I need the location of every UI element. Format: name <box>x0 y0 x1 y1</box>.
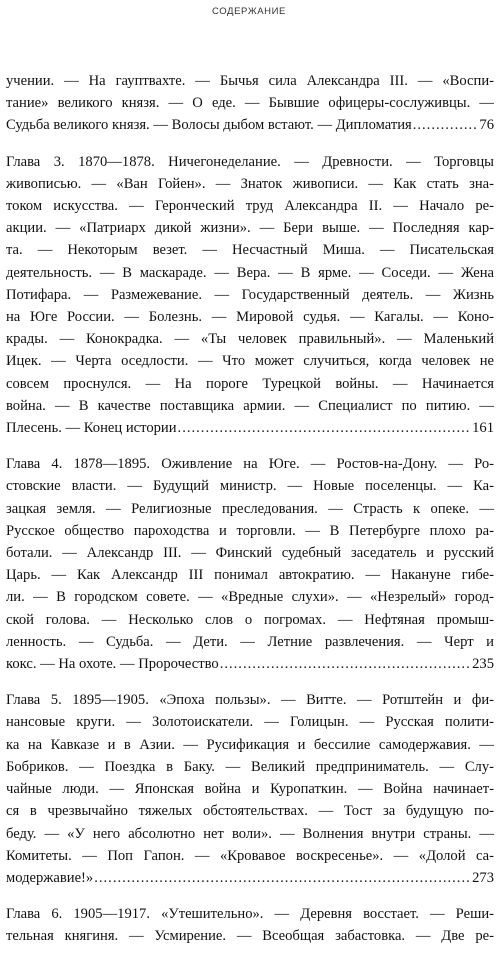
toc-content <box>6 70 494 962</box>
toc-line: Плесень. — Конец истории <box>6 420 177 437</box>
toc-line: Бобриков. — Поездка в Баку. — Великий предприниматель. — Слу- <box>6 758 494 775</box>
toc-entry-chapter-5 <box>6 689 494 889</box>
toc-line: Глава 4. 1878—1895. Оживление на Юге. — Ростов-на-Дону. — Ро- <box>6 456 494 473</box>
toc-line: деятельность. — В маскараде. — Вера. — В ярме. — Соседи. — Жена <box>6 264 494 281</box>
toc-line: зацкая земля. — Религиозные преследования. — Страсть к опеке. — <box>6 500 494 517</box>
toc-line: модержавие!» <box>6 869 94 886</box>
page-number: 273 <box>472 869 494 886</box>
toc-line: ской голова. — Несколько слов о погромах. — Нефтяная промыш- <box>6 611 494 628</box>
leader-dots <box>413 114 479 136</box>
toc-line: ленность. — Судьба. — Дети. — Летние развлечения. — Черт и <box>6 633 494 650</box>
toc-line: ботали. — Александр III. — Финский судебный заседатель и русский <box>6 545 494 562</box>
toc-entry <box>6 70 494 137</box>
toc-entry-chapter-6 <box>6 903 494 947</box>
toc-entry-chapter-4 <box>6 453 494 675</box>
toc-line: Потифара. — Размежевание. — Государственный деятель. — Жизнь <box>6 286 494 303</box>
toc-line: ли. — В городском совете. — «Вредные слухи». — «Незрелый» город- <box>6 589 494 606</box>
toc-line: чайные люди. — Японская война и Куропаткин. — Война начинает- <box>6 781 494 798</box>
page-number: 235 <box>472 656 494 673</box>
toc-line: на Юге России. — Болезнь. — Мировой судья. — Кагалы. — Коно- <box>6 309 494 326</box>
leader-dots <box>220 653 471 675</box>
toc-line: Русское общество пароходства и торговли. — В Петербурге плохо ра- <box>6 522 494 539</box>
toc-line: тельная княгиня. — Усмирение. — Всеобщая забастовка. — Две ре- <box>6 928 494 945</box>
toc-line: стовские власти. — Будущий министр. — Новые поселенцы. — Ка- <box>6 478 494 495</box>
page-number: 76 <box>479 117 494 134</box>
toc-line: нансовые круги. — Золотоискатели. — Голицын. — Русская полити- <box>6 714 494 731</box>
page-number: 161 <box>472 420 494 437</box>
toc-final-line[interactable] <box>6 114 494 136</box>
toc-line: Царь. — Как Александр III понимал автократию. — Накануне гибе- <box>6 567 494 584</box>
toc-line: учении. — На гауптвахте. — Бычья сила Александра III. — «Воспи- <box>6 73 494 89</box>
toc-final-line[interactable] <box>6 867 494 889</box>
running-head: СОДЕРЖАНИЕ <box>212 6 286 17</box>
toc-line: та. — Некоторым везет. — Несчастный Миша. — Писательская <box>6 242 494 259</box>
toc-line: Ицек. — Черта оседлости. — Что может случиться, когда человек не <box>6 353 494 370</box>
toc-line: кокс. — На охоте. — Пророчество <box>6 656 219 673</box>
toc-final-line[interactable] <box>6 417 494 439</box>
toc-line: Глава 3. 1870—1878. Ничегонеделание. — Древности. — Торговцы <box>6 153 494 170</box>
toc-line: ся в чрезвычайно тяжелых обстоятельствах. — Тост за будущую по- <box>6 803 494 820</box>
toc-line: крады. — Конокрадка. — «Ты человек правильный». — Маленький <box>6 331 494 348</box>
toc-line: Судьба великого князя. — Волосы дыбом встают. — Дипломатия <box>6 117 412 134</box>
toc-line: война. — В качестве поставщика армии. — Специалист по питию. — <box>6 397 494 414</box>
leader-dots <box>94 867 471 889</box>
leader-dots <box>178 417 472 439</box>
toc-line: совсем проснулся. — На пороге Турецкой войны. — Начинается <box>6 375 494 392</box>
toc-line: Комитеты. — Поп Гапон. — «Кровавое воскресенье». — «Долой са- <box>6 847 494 864</box>
toc-line: Глава 5. 1895—1905. «Эпоха пользы». — Витте. — Ротштейн и фи- <box>6 692 494 709</box>
toc-final-line[interactable] <box>6 653 494 675</box>
toc-line: беду. — «У него абсолютно нет воли». — Волнения внутри страны. — <box>6 825 494 842</box>
toc-line: живописью. — «Ван Гойен». — Знаток живописи. — Как стать зна- <box>6 175 494 192</box>
toc-line: ка на Кавказе и в Азии. — Русификация и бессилие самодержавия. — <box>6 736 494 753</box>
toc-line: током искусства. — Геронческий труд Александра II. — Начало ре- <box>6 198 494 215</box>
toc-line: акции. — «Патриарх дикой жизни». — Бери выше. — Последняя кар- <box>6 220 494 237</box>
toc-line: тание» великого князя. — О еде. — Бывшие офицеры-сослуживцы. — <box>6 95 494 112</box>
toc-line: Глава 6. 1905—1917. «Утешительно». — Деревня восстает. — Реши- <box>6 906 494 923</box>
toc-entry-chapter-3 <box>6 151 494 440</box>
